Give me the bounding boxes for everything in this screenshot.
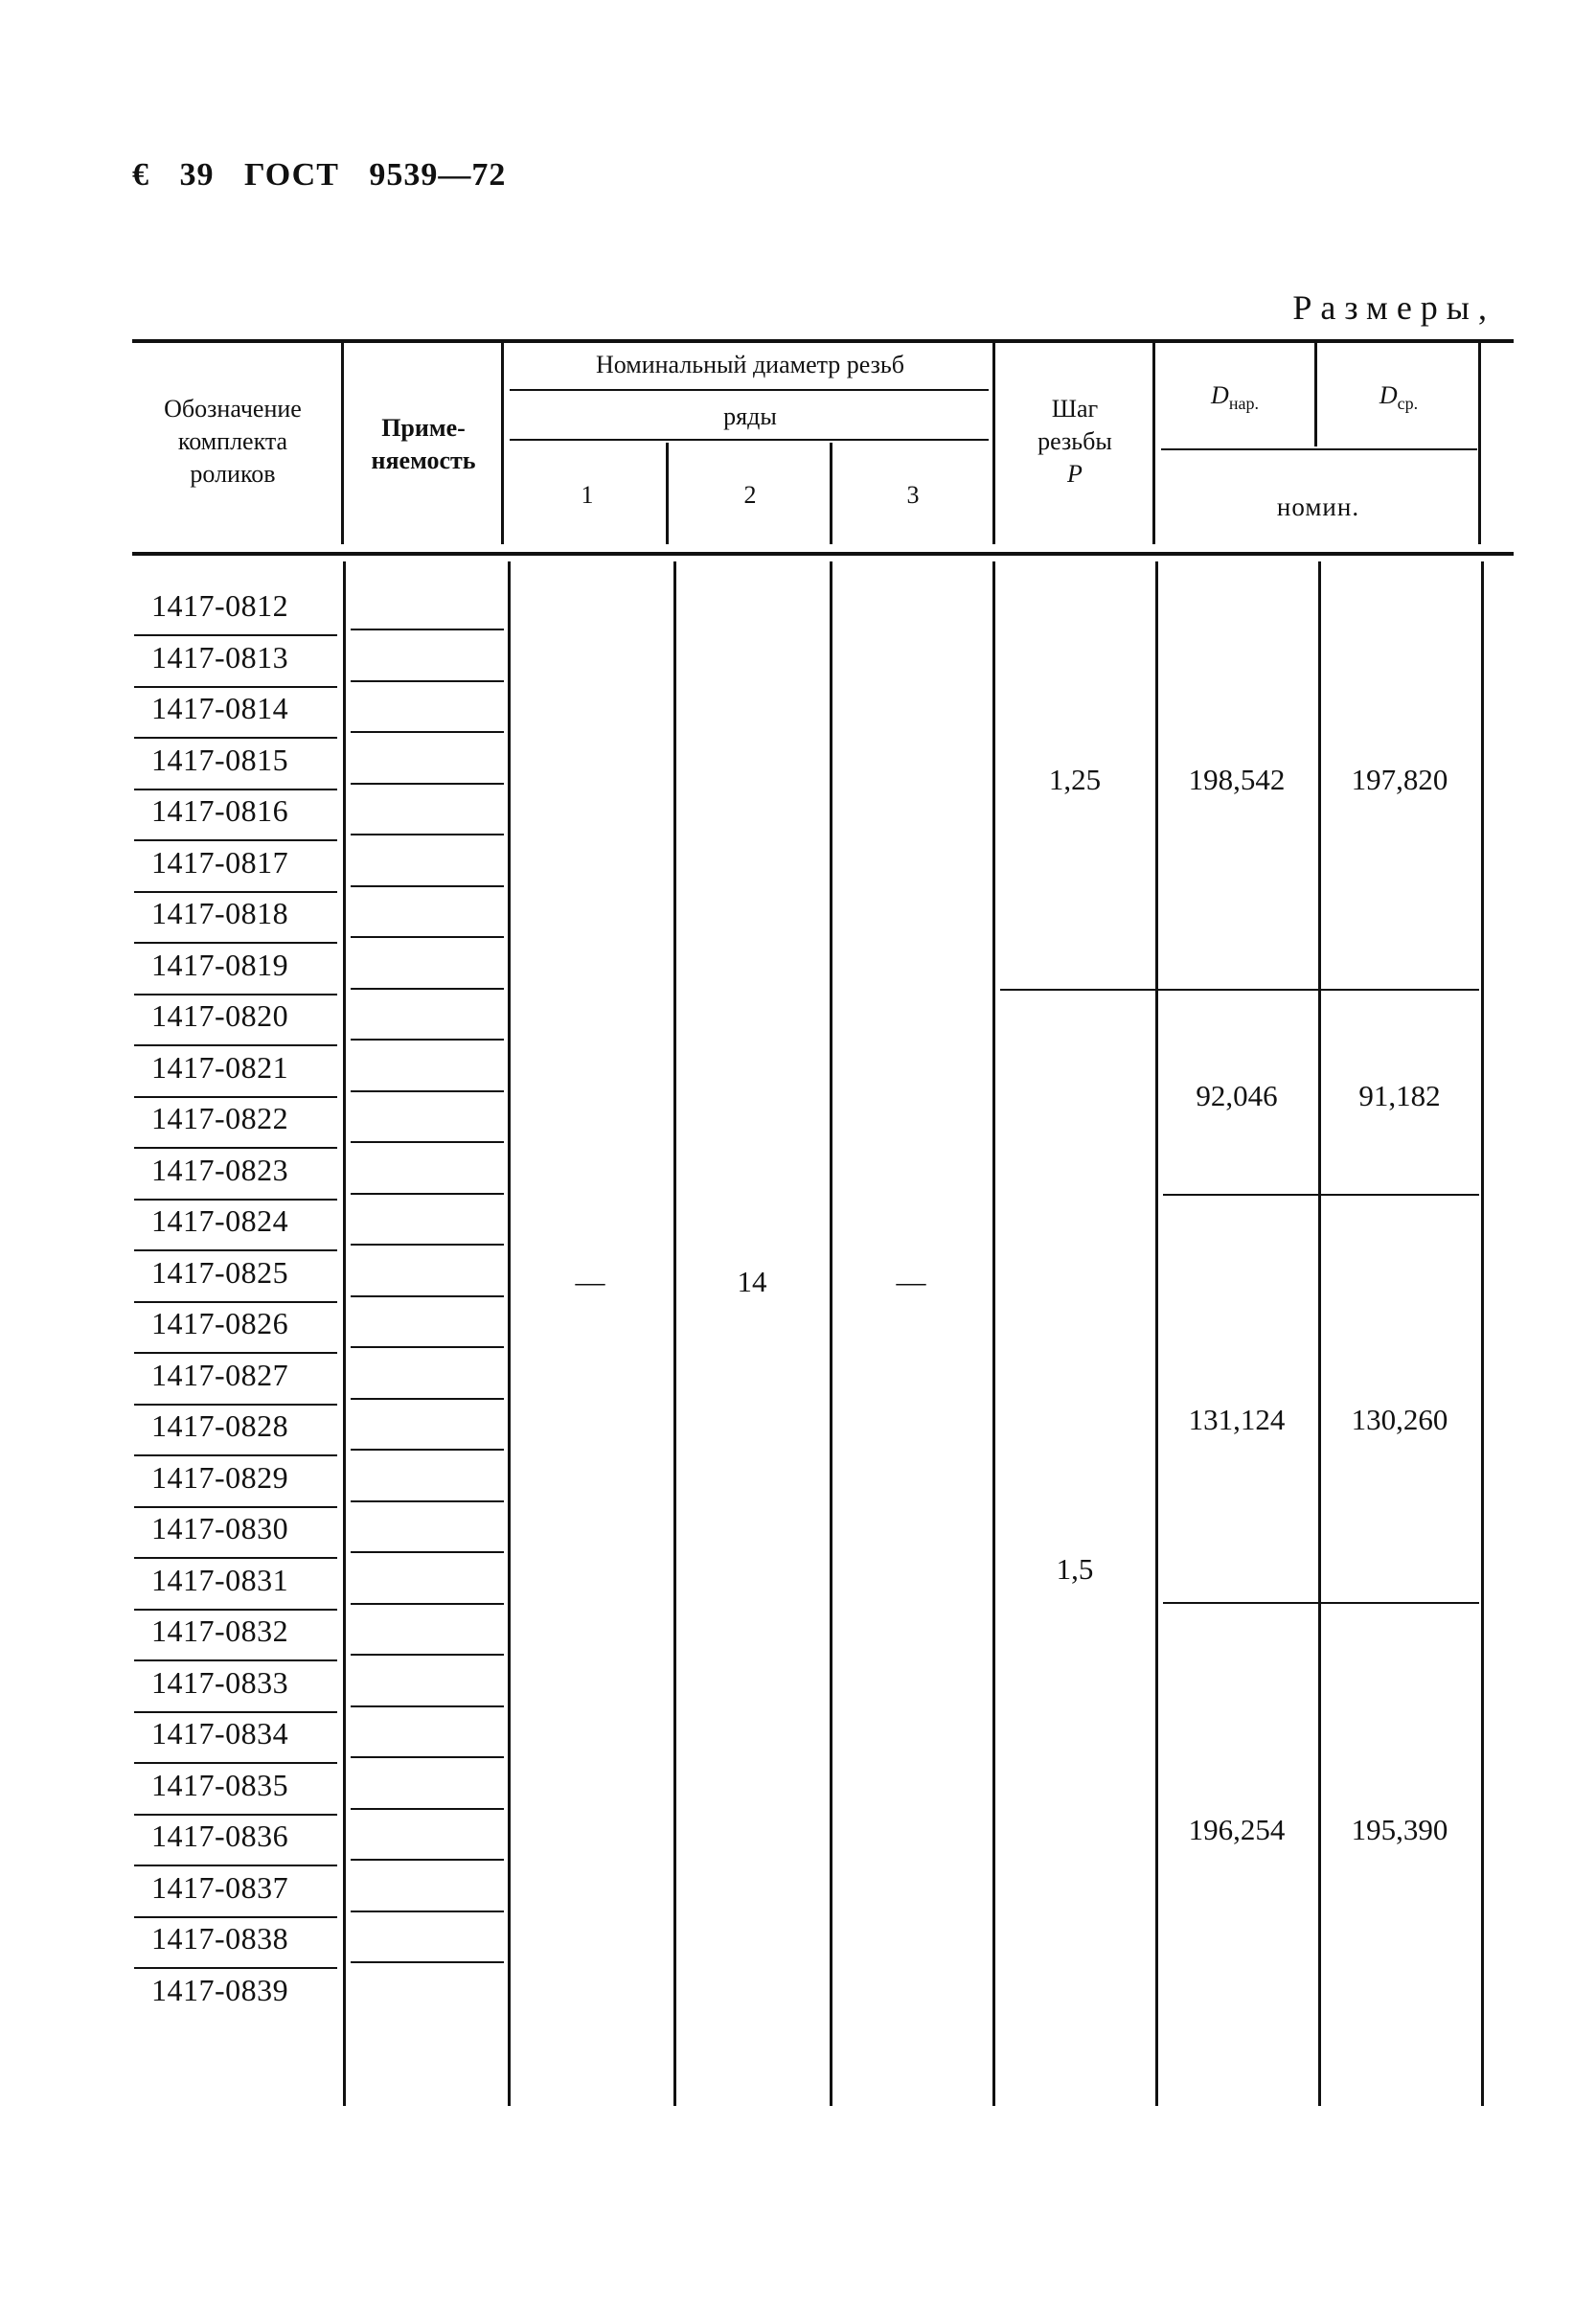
row-divider [134,1814,337,1816]
header-mark: € [132,157,149,193]
table-row: 1417-0818 [151,896,289,930]
row-divider [351,1859,504,1861]
row-divider [134,737,337,739]
row-divider [351,1398,504,1400]
row-num-2: 2 [743,481,757,509]
row-divider [351,629,504,630]
d-outer-value: 198,542 [1188,763,1286,796]
designation-header: Обозначение комплекта роликов [164,395,302,488]
row-divider [134,1301,337,1303]
d-mid-value: 91,182 [1358,1079,1441,1112]
page-number: 39 [179,157,215,193]
row-divider [351,1244,504,1246]
row-divider [134,789,337,790]
d-mid-value: 195,390 [1351,1813,1448,1846]
row-divider [134,1916,337,1918]
applicability-header: Приме- няемость [371,414,476,474]
row-divider [134,1506,337,1508]
row-divider [351,783,504,785]
table-row: 1417-0817 [151,844,289,880]
d-mid-value: 197,820 [1351,763,1448,796]
row-divider [134,686,337,688]
table-row: 1417-0812 [151,588,289,623]
table-row: 1417-0822 [151,1101,289,1135]
row-divider [134,1096,337,1098]
table-row: 1417-0826 [151,1306,289,1340]
table-row: 1417-0834 [151,1716,289,1750]
d-outer-value: 92,046 [1196,1079,1278,1112]
pitch-value-1: 1,25 [1048,763,1102,796]
row-divider [351,680,504,682]
row-divider [134,1557,337,1559]
table-row: 1417-0813 [151,639,289,675]
row-divider [351,1090,504,1092]
row-divider [134,1249,337,1251]
table-row: 1417-0827 [151,1357,289,1392]
row-divider [351,1141,504,1143]
row-num-3: 3 [906,481,920,509]
row-divider [351,1756,504,1758]
row-divider [351,1911,504,1912]
table-row: 1417-0815 [151,742,289,777]
d-outer-value: 131,124 [1188,1403,1286,1436]
row-divider [351,1193,504,1195]
row-divider [351,1500,504,1502]
row-divider [134,1454,337,1456]
row-divider [351,1346,504,1348]
nominal-header: номин. [1276,492,1360,521]
table-row: 1417-0829 [151,1459,289,1495]
row-divider [134,994,337,995]
table-row: 1417-0837 [151,1869,289,1905]
row-divider [351,1551,504,1553]
row-divider [351,885,504,887]
row-divider [134,1659,337,1661]
row-divider [351,988,504,990]
row-divider [351,834,504,835]
table-row: 1417-0836 [151,1819,289,1853]
row-divider [134,1865,337,1866]
row-divider [351,1603,504,1605]
row-divider [134,1762,337,1764]
row-divider [134,1404,337,1406]
standard-name: ГОСТ [244,157,339,193]
row-divider [134,1147,337,1149]
row-divider [351,1705,504,1707]
row2-value: 14 [737,1265,767,1298]
row-divider [134,1199,337,1201]
table-row: 1417-0828 [151,1408,289,1443]
d-outer-value: 196,254 [1188,1813,1286,1846]
nominal-diameter-header: Номинальный диаметр резьб [595,351,905,378]
row-divider [134,634,337,636]
row-divider [351,1961,504,1963]
pitch-header: Шаг резьбы P [1037,395,1112,488]
table-row: 1417-0823 [151,1152,289,1187]
table-row: 1417-0825 [151,1254,289,1290]
row-divider [351,1039,504,1041]
row-divider [134,891,337,893]
row-num-1: 1 [581,481,594,509]
table-row: 1417-0831 [151,1562,289,1597]
row-divider [134,1967,337,1969]
table-row: 1417-0833 [151,1664,289,1700]
row-divider [351,1808,504,1810]
d-mid-value: 130,260 [1351,1403,1448,1436]
row1-value: — [575,1265,605,1298]
row-divider [134,839,337,841]
row-divider [134,1711,337,1713]
row-divider [134,1609,337,1611]
table-row: 1417-0832 [151,1613,289,1648]
standard-number: 9539—72 [369,157,507,193]
row-divider [134,1352,337,1354]
row-divider [134,942,337,944]
table-row: 1417-0838 [151,1921,289,1956]
table-row: 1417-0819 [151,947,289,982]
table-row: 1417-0830 [151,1511,289,1545]
row-divider [351,936,504,938]
table-row: 1417-0835 [151,1767,289,1802]
row-divider [351,1295,504,1297]
table-row: 1417-0814 [151,691,289,725]
table-row: 1417-0839 [151,1972,289,2007]
table-row: 1417-0821 [151,1049,289,1085]
table-row: 1417-0816 [151,793,289,828]
table-row: 1417-0820 [151,998,289,1033]
row-divider [351,731,504,733]
row3-value: — [896,1265,926,1298]
sizes-label: Размеры, [1292,288,1495,327]
pitch-value-2: 1,5 [1056,1552,1094,1586]
row-divider [351,1654,504,1656]
table-row: 1417-0824 [151,1203,289,1238]
d-outer-header: $D_{нар.}$ [1211,381,1259,414]
rows-header: ряды [723,402,777,430]
d-mid-header: $D_{ср.}$ [1379,381,1419,414]
page-header [132,157,527,194]
row-divider [134,1044,337,1046]
row-divider [351,1449,504,1451]
